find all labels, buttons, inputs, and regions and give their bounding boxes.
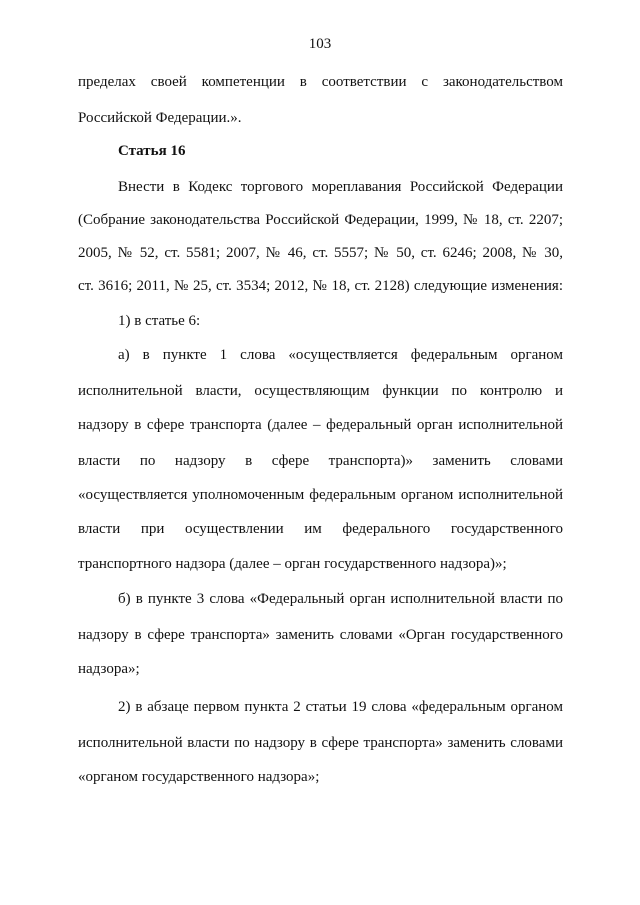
text-line: власти при осуществлении им федерального государственного: [78, 521, 563, 537]
text-line: пределах своей компетенции в соответствии с законодательством: [78, 74, 563, 90]
text-line: исполнительной власти по надзору в сфере транспорта» заменить словами: [78, 735, 563, 751]
text-line: власти по надзору в сфере транспорта)» заменить словами: [78, 453, 563, 469]
page-number: 103: [308, 36, 332, 52]
text-line: б) в пункте 3 слова «Федеральный орган исполнительной власти по: [118, 591, 563, 607]
text-line: транспортного надзора (далее – орган государственного надзора)»;: [78, 556, 507, 572]
text-line: надзору в сфере транспорта» заменить словами «Орган государственного: [78, 627, 563, 643]
text-line: а) в пункте 1 слова «осуществляется федеральным органом: [118, 347, 563, 363]
text-line: 2) в абзаце первом пункта 2 статьи 19 слова «федеральным органом: [118, 699, 563, 715]
text-line: «осуществляется уполномоченным федеральным органом исполнительной: [78, 487, 563, 503]
text-line: Внести в Кодекс торгового мореплавания Российской Федерации: [118, 179, 563, 195]
text-line: 2005, № 52, ст. 5581; 2007, № 46, ст. 5557; № 50, ст. 6246; 2008, № 30,: [78, 245, 563, 261]
text-line: «органом государственного надзора»;: [78, 769, 320, 785]
list-item: 1) в статье 6:: [118, 313, 201, 329]
text-line: (Собрание законодательства Российской Федерации, 1999, № 18, ст. 2207;: [78, 212, 563, 228]
text-line: исполнительной власти, осуществляющим функции по контролю и: [78, 383, 563, 399]
article-heading: Статья 16: [118, 143, 186, 159]
text-line: ст. 3616; 2011, № 25, ст. 3534; 2012, № 18, ст. 2128) следующие изменения:: [78, 278, 563, 294]
text-line: надзора»;: [78, 661, 140, 677]
text-line: надзору в сфере транспорта (далее – федеральный орган исполнительной: [78, 417, 563, 433]
text-line: Российской Федерации.».: [78, 110, 242, 126]
